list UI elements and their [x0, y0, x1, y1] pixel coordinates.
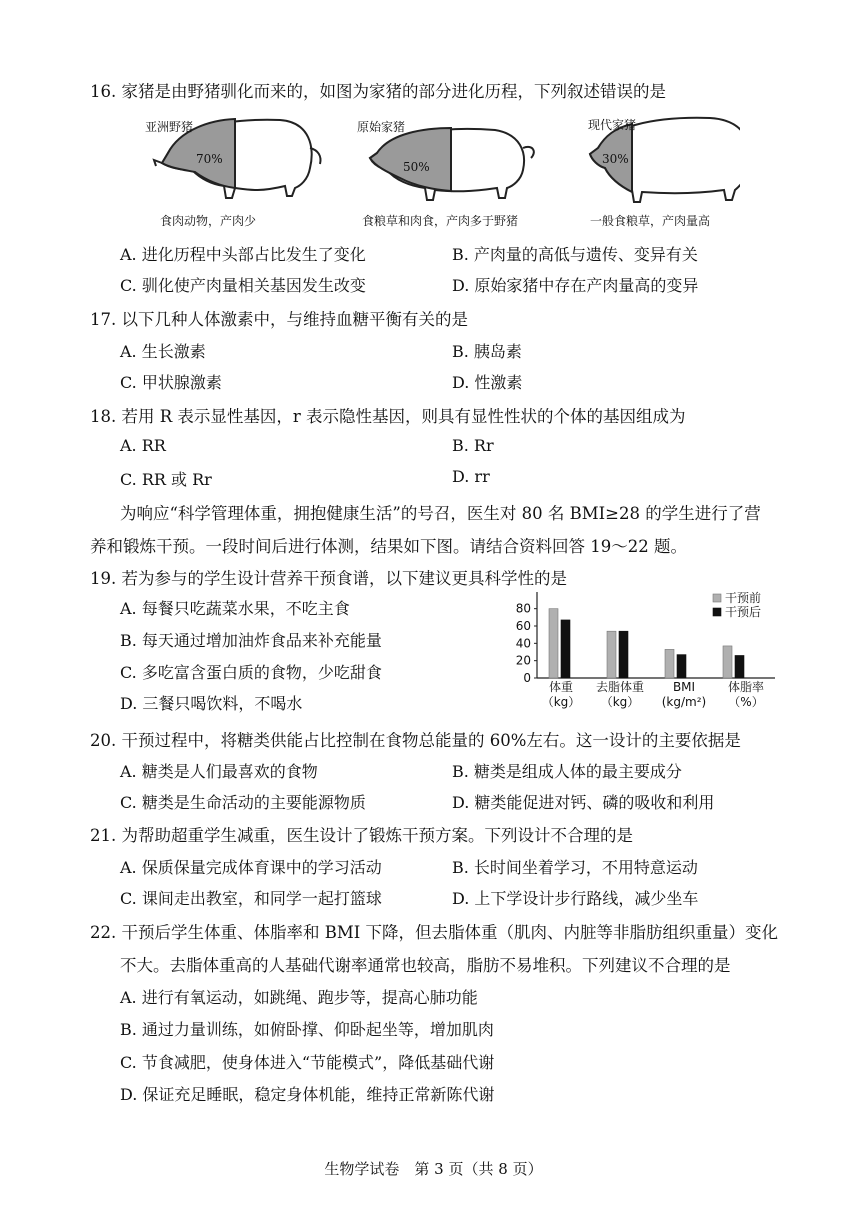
q22-stem-line-2: 不大。去脂体重高的人基础代谢率通常也较高，脂肪不易堆积。下列建议不合理的是: [120, 956, 731, 975]
q16-stem: 16. 家猪是由野猪驯化而来的，如图为家猪的部分进化历程，下列叙述错误的是: [90, 82, 666, 101]
q18-option-b: B. Rr: [452, 436, 494, 455]
material-line-2: 养和锻炼干预。一段时间后进行体测，结果如下图。请结合资料回答 19～22 题。: [90, 537, 687, 556]
q20-option-a: A. 糖类是人们最喜欢的食物: [120, 762, 318, 781]
bar-after-3: [735, 655, 744, 678]
q18-option-d: D. rr: [452, 467, 490, 486]
primitive-domestic-pig-image: [370, 128, 534, 200]
page-footer: 生物学试卷 第 3 页（共 8 页）: [324, 1160, 543, 1178]
q16-option-a: A. 进化历程中头部占比发生了变化: [120, 245, 366, 264]
q20-option-c: C. 糖类是生命活动的主要能源物质: [120, 793, 366, 812]
y-tick-label: 40: [515, 636, 531, 651]
q21-stem: 21. 为帮助超重学生减重，医生设计了锻炼干预方案。下列设计不合理的是: [90, 826, 633, 845]
bar-before-2: [665, 649, 674, 678]
q22-stem-line-1: 22. 干预后学生体重、体脂率和 BMI 下降，但去脂体重（肌肉、内脏等非脂肪组织重量）变化: [90, 923, 779, 942]
q20-option-b: B. 糖类是组成人体的最主要成分: [452, 762, 682, 781]
legend-label-1: 干预后: [725, 605, 762, 619]
y-tick-label: 0: [523, 671, 531, 685]
bar-after-2: [677, 655, 686, 678]
q22-option-c: C. 节食减肥，使身体进入“节能模式”，降低基础代谢: [120, 1053, 495, 1072]
legend-swatch-1: [713, 608, 721, 616]
q22-option-b: B. 通过力量训练，如俯卧撑、仰卧起坐等，增加肌肉: [120, 1020, 494, 1039]
q21-option-d: D. 上下学设计步行路线，减少坐车: [452, 889, 699, 908]
category-label-lean-mass: [585, 680, 655, 710]
bar-after-1: [619, 631, 628, 678]
q19-option-a: A. 每餐只吃蔬菜水果，不吃主食: [120, 599, 350, 618]
q17-stem: 17. 以下几种人体激素中，与维持血糖平衡有关的是: [90, 310, 468, 329]
category-label-bmi-name: BMI: [672, 680, 696, 694]
pig2-percent: 50%: [403, 160, 430, 174]
q22-option-a: A. 进行有氧运动，如跳绳、跑步等，提高心肺功能: [120, 988, 478, 1007]
q18-option-a: A. RR: [120, 436, 166, 455]
category-label-bmi: [654, 680, 714, 710]
q22-option-d: D. 保证充足睡眠，稳定身体机能，维持正常新陈代谢: [120, 1085, 495, 1104]
y-tick-label: 60: [515, 619, 531, 633]
pig3-caption: 一般食粮草，产肉量高: [590, 214, 711, 228]
q20-stem: 20. 干预过程中，将糖类供能占比控制在食物总能量的 60%左右。这一设计的主要依据是: [90, 731, 741, 750]
category-label-weight-name: 体重: [548, 680, 573, 694]
pig1-label: 亚洲野猪: [145, 120, 194, 134]
q16-option-d: D. 原始家猪中存在产肉量高的变异: [452, 276, 699, 295]
q19-option-d: D. 三餐只喝饮料，不喝水: [120, 694, 303, 713]
q17-option-a: A. 生长激素: [120, 342, 206, 361]
category-label-body-fat-name: 体脂率: [727, 680, 764, 694]
material-line-1: 为响应“科学管理体重，拥抱健康生活”的号召，医生对 80 名 BMI≥28 的学生进行了营: [120, 504, 761, 523]
bar-before-3: [723, 646, 732, 678]
q17-option-d: D. 性激素: [452, 373, 523, 392]
bar-before-1: [607, 631, 616, 678]
pig3-label: 现代家猪: [588, 118, 637, 132]
q18-stem: 18. 若用 R 表示显性基因，r 表示隐性基因，则具有显性性状的个体的基因组成为: [90, 407, 686, 426]
y-tick-label: 20: [515, 653, 531, 668]
bar-before-0: [549, 609, 558, 678]
q18-option-c: C. RR 或 Rr: [120, 470, 212, 489]
q16-option-c: C. 驯化使产肉量相关基因发生改变: [120, 276, 366, 295]
category-label-weight-unit: （kg）: [541, 695, 581, 709]
q17-option-b: B. 胰岛素: [452, 342, 522, 361]
category-label-body-fat-unit: （%）: [728, 695, 764, 709]
category-label-weight: [536, 680, 586, 710]
category-label-bmi-unit: (kg/m²): [661, 695, 707, 709]
pig2-caption: 食粮草和肉食，产肉多于野猪: [362, 214, 519, 228]
q21-option-c: C. 课间走出教室，和同学一起打篮球: [120, 889, 382, 908]
q19-option-b: B. 每天通过增加油炸食品来补充能量: [120, 631, 382, 650]
q21-option-b: B. 长时间坐着学习，不用特意运动: [452, 858, 698, 877]
category-label-body-fat: [718, 680, 774, 710]
category-label-lean-mass-name: 去脂体重: [595, 680, 644, 694]
pig1-caption: 食肉动物，产肉少: [160, 214, 257, 228]
legend-swatch-0: [713, 594, 721, 602]
pig3-percent: 30%: [602, 152, 629, 166]
q17-option-c: C. 甲状腺激素: [120, 373, 222, 392]
q19-option-c: C. 多吃富含蛋白质的食物，少吃甜食: [120, 663, 382, 682]
q21-option-a: A. 保质保量完成体育课中的学习活动: [120, 858, 382, 877]
q20-option-d: D. 糖类能促进对钙、磷的吸收和利用: [452, 793, 715, 812]
category-label-lean-mass-unit: （kg）: [600, 695, 640, 709]
pig1-percent: 70%: [196, 152, 223, 166]
pig2-label: 原始家猪: [357, 120, 406, 134]
q19-stem: 19. 若为参与的学生设计营养干预食谱，以下建议更具科学性的是: [90, 569, 567, 588]
legend-label-0: 干预前: [725, 591, 762, 605]
bar-after-0: [561, 620, 570, 678]
y-tick-label: 80: [515, 601, 531, 616]
q16-option-b: B. 产肉量的高低与遗传、变异有关: [452, 245, 698, 264]
